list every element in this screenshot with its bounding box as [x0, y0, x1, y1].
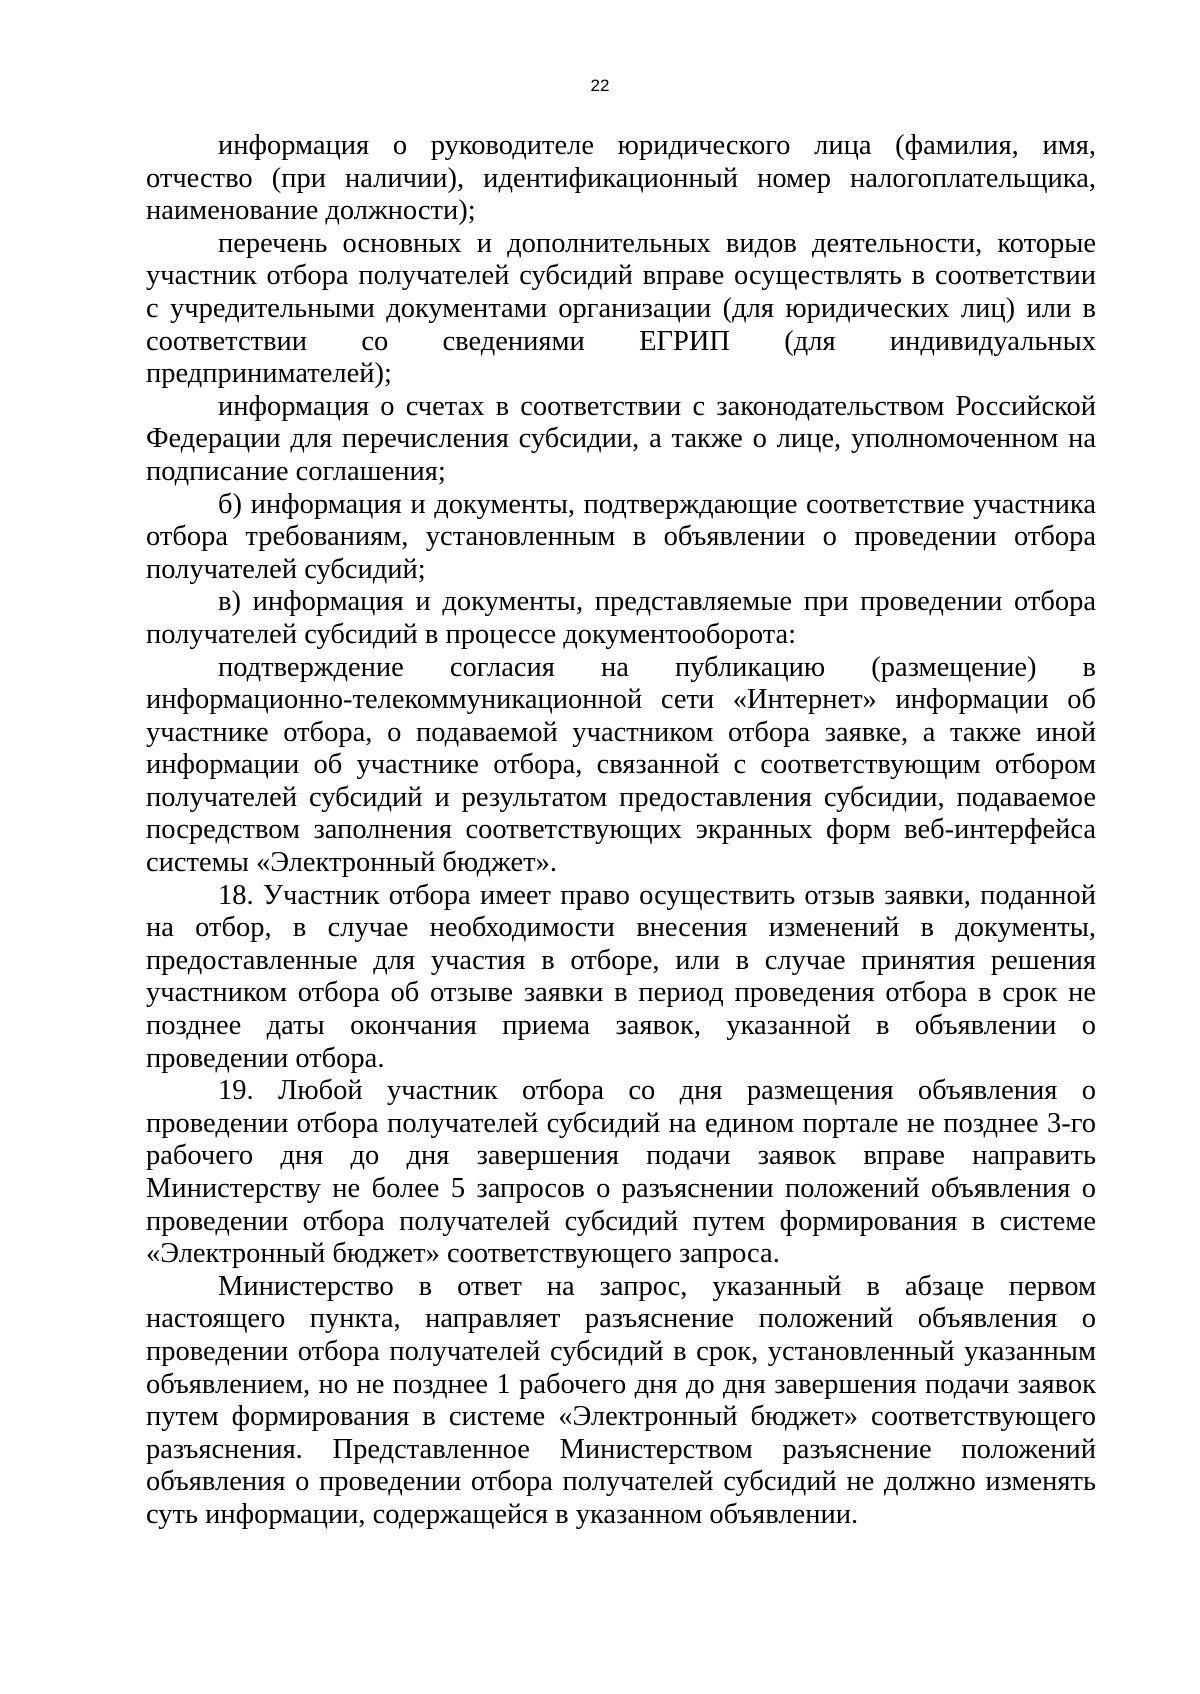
paragraph-activities-list: перечень основных и дополнительных видов деятельности, которые участник отбора получателей субсидий вправе осуществлять в соответствии с учредительными документами организации (для юридических лиц) или в соответствии со сведениями ЕГРИП (для индивидуальных предпринимателей); — [146, 227, 1096, 390]
page-number: 22 — [590, 76, 610, 95]
paragraph-item-b: б) информация и документы, подтверждающие соответствие участника отбора требованиям, установленным в объявлении о проведении отбора получателей субсидий; — [146, 488, 1096, 585]
paragraph-accounts-info: информация о счетах в соответствии с законодательством Российской Федерации для перечисления субсидии, а также о лице, уполномоченном на подписание соглашения; — [146, 390, 1096, 487]
paragraph-clause-19: 19. Любой участник отбора со дня размещения объявления о проведении отбора получателей субсидий на едином портале не позднее 3-го рабочего дня до дня завершения подачи заявок вправе направить Министерству не более 5 запросов о разъяснении положений объявления о проведении отбора получателей субсидий путем формирования в системе «Электронный бюджет» соответствующего запроса. — [146, 1075, 1096, 1270]
paragraph-item-v: в) информация и документы, представляемые при проведении отбора получателей субсидий в процессе документооборота: — [146, 586, 1096, 650]
paragraph-publication-consent: подтверждение согласия на публикацию (размещение) в информационно-телекоммуникационной сети «Интернет» информации об участнике отбора, о подаваемой участником отбора заявке, а также иной информации об участнике отбора, связанной с соответствующим отбором получателей субсидий и результатом предоставления субсидии, подаваемое посредством заполнения соответствующих экранных форм веб-интерфейса системы «Электронный бюджет». — [146, 651, 1096, 879]
paragraph-head-info: информация о руководителе юридического лица (фамилия, имя, отчество (при наличии), идентификационный номер налогоплательщика, наименование должности); — [146, 130, 1096, 227]
paragraph-ministry-response: Министерство в ответ на запрос, указанный в абзаце первом настоящего пункта, направляет разъяснение положений объявления о проведении отбора получателей субсидий в срок, установленный указанным объявлением, но не позднее 1 рабочего дня до дня завершения подачи заявок путем формирования в системе «Электронный бюджет» соответствующего разъяснения. Представленное Министерством разъяснение положений объявления о проведении отбора получателей субсидий не должно изменять суть информации, содержащейся в указанном объявлении. — [146, 1270, 1096, 1530]
paragraph-clause-18: 18. Участник отбора имеет право осуществить отзыв заявки, поданной на отбор, в случае необходимости внесения изменений в документы, предоставленные для участия в отборе, или в случае принятия решения участником отбора об отзыве заявки в период проведения отбора в срок не позднее даты окончания приема заявок, указанной в объявлении о проведении отбора. — [146, 879, 1096, 1074]
document-body — [146, 130, 1096, 1532]
